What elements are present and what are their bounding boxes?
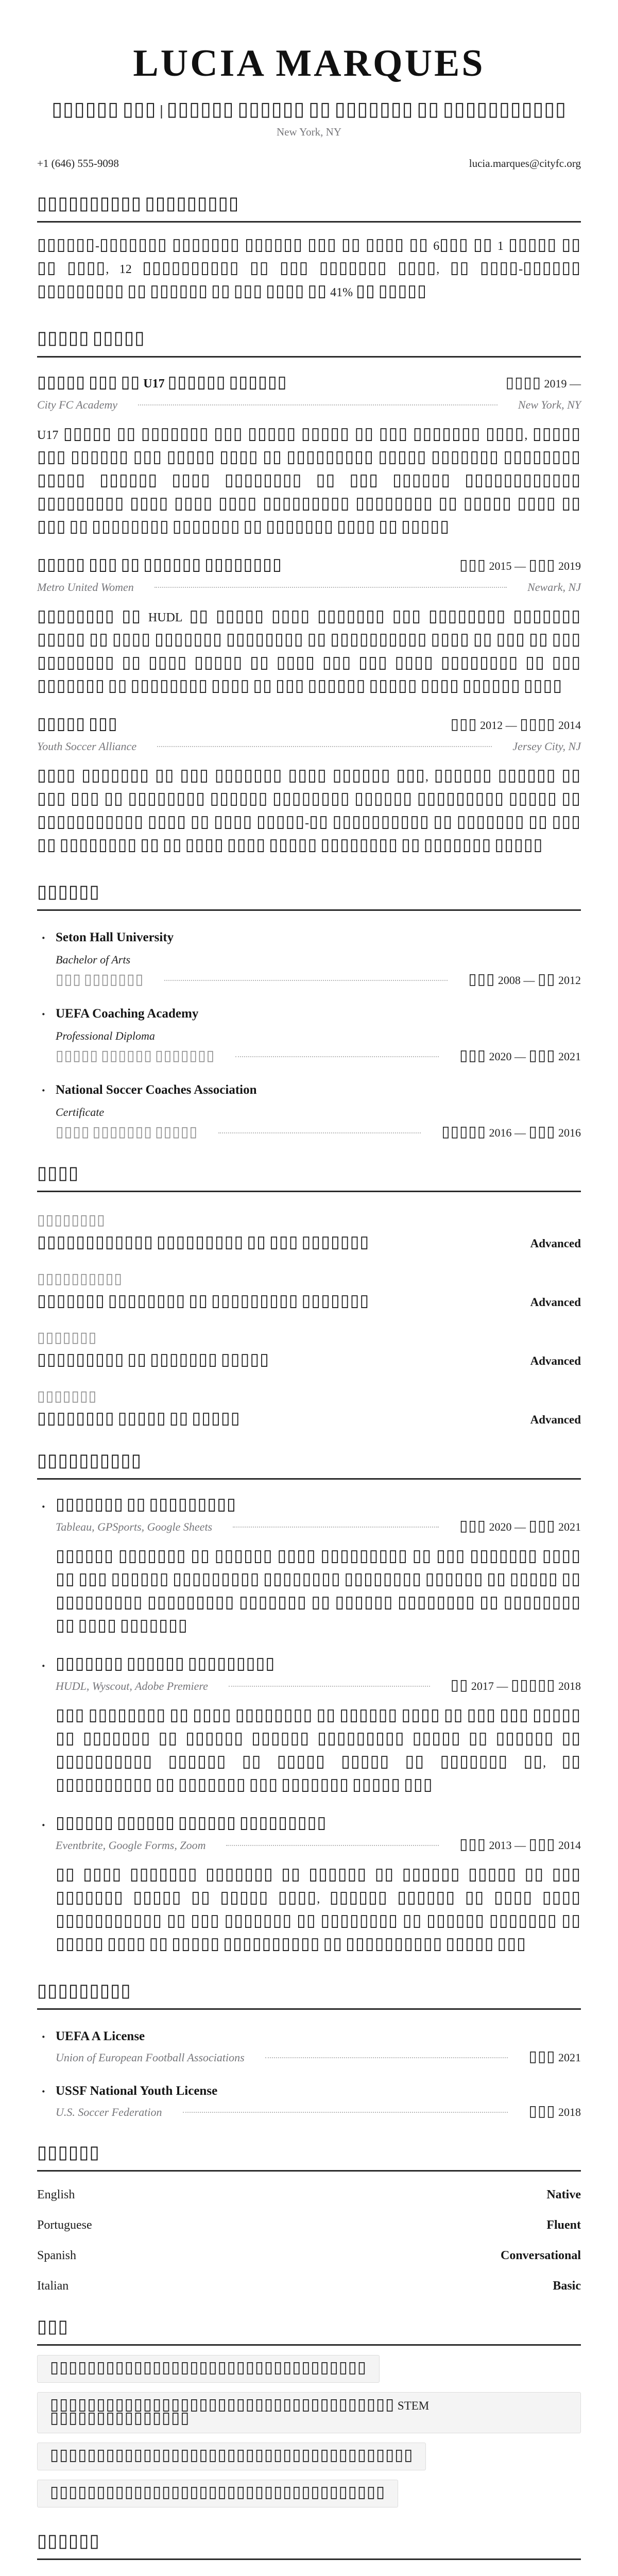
dotted-leader [233,1520,439,1528]
degree-name: Professional Diploma [56,1029,155,1042]
project-meta-row [56,1675,581,1694]
skill-group [37,1211,581,1251]
bullet-icon: · [41,930,46,945]
project-description: ▯▯ ▯▯▯▯ ▯▯▯▯▯▯▯ ▯▯▯▯▯▯▯ ▯▯ ▯▯▯▯▯▯ ▯▯ ▯▯▯▯▯▯ ▯▯▯▯▯ ▯▯ ▯▯▯ ▯▯▯▯▯▯▯ ▯▯▯▯▯ ▯▯ ▯▯▯▯▯ ▯▯▯▯, ▯▯▯▯▯▯ ▯▯▯▯▯▯ ▯▯ ▯▯▯▯ ▯▯▯▯ ▯▯▯▯▯▯▯▯▯▯▯ ▯▯ ▯▯▯ ▯▯▯▯▯▯▯ ▯▯ ▯▯▯▯▯▯▯▯ ▯▯ ▯▯▯▯▯▯ ▯▯▯▯▯▯▯ ▯▯ ▯▯▯▯▯ ▯▯▯▯ ▯▯ ▯▯▯▯▯ ▯▯▯▯▯▯▯▯▯▯ ▯▯ ▯▯▯▯▯▯▯▯▯▯ ▯▯▯▯▯ ▯▯▯ [56,1863,581,1953]
project-description: ▯▯▯ ▯▯▯▯▯▯▯▯ ▯▯ ▯▯▯▯ ▯▯▯▯▯▯▯▯ ▯▯ ▯▯▯▯▯▯ ▯▯▯▯ ▯▯ ▯▯▯ ▯▯▯ ▯▯▯▯▯ ▯▯ ▯▯▯▯▯▯▯ ▯▯ ▯▯▯▯▯▯ ▯▯▯▯▯▯ ▯▯▯▯▯▯▯▯▯ ▯▯▯▯▯ ▯▯ ▯▯▯▯▯▯ ▯▯ ▯▯▯▯▯▯▯▯▯▯ ▯▯▯▯▯▯ ▯▯ ▯▯▯▯▯ ▯▯▯▯▯ ▯▯ ▯▯▯▯▯▯▯ ▯▯, ▯▯ ▯▯▯▯▯▯▯▯▯▯ ▯▯ ▯▯▯▯▯▯▯ ▯▯▯ ▯▯▯▯▯▯▯ ▯▯▯▯▯ ▯▯▯ [56,1704,581,1794]
certification-item [37,2084,581,2119]
skill-row [37,1349,581,1369]
language-level: Conversational [501,2249,581,2263]
job-location: Newark, NJ [527,580,581,594]
skill-category: ▯▯▯▯▯▯▯ [37,1387,97,1404]
skill-row [37,1290,581,1310]
project-item [37,1812,581,1957]
skill-category: ▯▯▯▯▯▯▯ [37,1328,97,1346]
interest-tag: ▯▯▯▯▯▯▯▯▯▯▯▯▯▯▯▯▯▯▯▯▯▯▯▯▯▯▯▯▯▯▯▯▯▯▯▯▯▯▯ [37,2443,426,2470]
project-item [37,1494,581,1639]
education-date: ▯▯▯ 2008 — ▯▯ 2012 [468,970,581,988]
email-address: lucia.marques@cityfc.org [469,157,581,170]
job-date: ▯▯▯▯ 2019 — [505,373,581,392]
dotted-leader [138,398,497,405]
headline: ▯▯▯▯▯▯ ▯▯▯ | ▯▯▯▯▯▯ ▯▯▯▯▯▯ ▯▯ ▯▯▯▯▯▯▯ ▯▯ ▯▯▯▯▯▯▯▯▯▯▯ [52,97,566,120]
school-name: Seton Hall University [56,930,174,944]
skill-category: ▯▯▯▯▯▯▯▯ [37,1211,106,1228]
languages-section-title: ▯▯▯▯▯▯ [37,2145,581,2172]
certification-issuer: Union of European Football Associations [56,2050,245,2064]
dotted-leader [157,740,492,747]
skill-detail: ▯▯▯▯▯▯▯ ▯▯▯▯▯▯▯▯ ▯▯ ▯▯▯▯▯▯▯▯▯ ▯▯▯▯▯▯▯ [37,1290,370,1310]
interest-tag-list [37,2355,581,2507]
job-location: Jersey City, NJ [512,739,581,753]
project-tools: Eventbrite, Google Forms, Zoom [56,1838,206,1852]
field-of-study: ▯▯▯▯▯ ▯▯▯▯▯▯ ▯▯▯▯▯▯▯ [56,1046,215,1064]
school-name: UEFA Coaching Academy [56,1006,199,1021]
bullet-icon: · [41,1817,46,1833]
skill-detail: ▯▯▯▯▯▯▯▯▯▯▯▯ ▯▯▯▯▯▯▯▯▯ ▯▯ ▯▯▯ ▯▯▯▯▯▯▯ [37,1231,370,1251]
project-item [37,1653,581,1798]
section-interests [37,2316,581,2507]
job-description: ▯▯▯▯ ▯▯▯▯▯▯▯ ▯▯ ▯▯▯ ▯▯▯▯▯▯▯ ▯▯▯▯ ▯▯▯▯▯▯ ▯▯▯, ▯▯▯▯▯▯ ▯▯▯▯▯▯ ▯▯ ▯▯▯ ▯▯▯ ▯▯ ▯▯▯▯▯▯▯▯ ▯▯▯▯▯▯ ▯▯▯▯▯▯▯▯ ▯▯▯▯▯▯ ▯▯▯▯▯▯▯▯▯ ▯▯▯▯▯ ▯▯ ▯▯▯▯▯▯▯▯▯▯▯ ▯▯▯▯ ▯▯ ▯▯▯▯ ▯▯▯▯▯-▯▯ ▯▯▯▯▯▯▯▯▯▯ ▯▯ ▯▯▯▯▯▯▯ ▯▯ ▯▯▯ ▯▯ ▯▯▯▯▯▯▯▯ ▯▯ ▯▯ ▯▯▯▯ ▯▯▯▯ ▯▯▯▯▯ ▯▯▯▯▯▯▯▯ ▯▯ ▯▯▯▯▯▯▯ ▯▯▯▯▯ [37,765,581,854]
project-tools: HUDL, Wyscout, Adobe Premiere [56,1679,208,1692]
project-tools: Tableau, GPSports, Google Sheets [56,1520,213,1533]
language-level: Native [546,2188,581,2202]
dotted-leader [265,2051,508,2058]
job-location: New York, NY [518,398,581,411]
job-company-row [37,581,581,594]
skill-level: Advanced [530,1413,581,1426]
education-item [37,1083,581,1140]
job-title-row [37,554,581,574]
certification-issuer: U.S. Soccer Federation [56,2105,162,2119]
job-title-row [37,713,581,733]
certification-item [37,2029,581,2064]
section-certifications [37,1979,581,2120]
bullet-icon: · [41,2029,46,2044]
education-meta-row [56,970,581,988]
job-company-row [37,740,581,753]
job-title: ▯▯▯▯▯ ▯▯▯ ▯▯ ▯▯▯▯▯▯ ▯▯▯▯▯▯▯▯ [37,554,282,574]
project-name: ▯▯▯▯▯▯▯ ▯▯▯▯▯▯ ▯▯▯▯▯▯▯▯▯ [56,1653,276,1673]
language-name: Portuguese [37,2218,92,2232]
section-references [37,2530,581,2576]
skill-group [37,1387,581,1428]
language-row [37,2218,581,2232]
language-name: Spanish [37,2249,77,2263]
bullet-icon: · [41,2083,46,2099]
job-title-row [37,371,581,392]
education-date: ▯▯▯▯▯ 2016 — ▯▯▯ 2016 [441,1122,581,1141]
job-description: ▯▯▯▯▯▯▯▯ ▯▯ HUDL ▯▯ ▯▯▯▯▯ ▯▯▯▯ ▯▯▯▯▯▯▯ ▯▯▯ ▯▯▯▯▯▯▯▯ ▯▯▯▯▯▯▯ ▯▯▯▯▯ ▯▯ ▯▯▯▯ ▯▯▯▯▯▯▯ ▯▯▯▯▯▯▯▯ ▯▯ ▯▯▯▯▯▯▯▯▯▯ ▯▯▯▯ ▯▯ ▯▯▯ ▯▯ ▯▯▯ ▯▯▯▯▯▯▯▯ ▯▯ ▯▯▯▯ ▯▯▯▯▯ ▯▯ ▯▯▯▯ ▯▯▯ ▯▯▯ ▯▯▯▯ ▯▯▯▯▯▯▯▯ ▯▯ ▯▯▯ ▯▯▯▯▯▯▯ ▯▯ ▯▯▯▯▯▯▯▯ ▯▯▯▯ ▯▯ ▯▯▯ ▯▯▯▯▯▯ ▯▯▯▯▯ ▯▯▯▯ ▯▯▯▯▯▯ ▯▯▯▯ [37,605,581,695]
certification-date: ▯▯▯ 2021 [528,2047,581,2065]
education-section-title: ▯▯▯▯▯▯ [37,884,581,911]
interest-tag: ▯▯▯▯▯▯▯▯▯▯▯▯▯▯▯▯▯▯▯▯▯▯▯▯▯▯▯▯▯▯▯▯▯▯▯▯▯ STEM ▯▯▯▯▯▯▯▯▯▯▯▯▯▯▯ [37,2392,581,2433]
language-row [37,2188,581,2202]
skill-detail: ▯▯▯▯▯▯▯▯ ▯▯▯▯▯ ▯▯ ▯▯▯▯▯ [37,1408,241,1428]
language-row [37,2279,581,2293]
skill-group [37,1328,581,1369]
certification-meta-row [56,2102,581,2120]
references-section-title: ▯▯▯▯▯▯ [37,2533,581,2560]
project-name: ▯▯▯▯▯▯▯ ▯▯ ▯▯▯▯▯▯▯▯▯ [56,1494,236,1514]
project-meta-row [56,1835,581,1853]
phone-number: +1 (646) 555-9098 [37,157,119,170]
job-date: ▯▯▯ 2015 — ▯▯▯ 2019 [459,555,581,574]
language-level: Fluent [546,2218,581,2232]
job-entry [37,371,581,540]
skill-group [37,1269,581,1310]
dotted-leader [154,581,507,588]
bullet-icon: · [41,1658,46,1673]
certification-name: UEFA A License [56,2029,145,2043]
job-title: ▯▯▯▯▯ ▯▯▯ [37,713,118,733]
section-languages [37,2141,581,2293]
job-title: ▯▯▯▯▯ ▯▯▯ ▯▯ U17 ▯▯▯▯▯▯ ▯▯▯▯▯▯ [37,371,287,392]
person-name: LUCIA MARQUES [133,42,485,84]
summary-text: ▯▯▯▯▯▯-▯▯▯▯▯▯▯ ▯▯▯▯▯▯▯ ▯▯▯▯▯▯ ▯▯▯ ▯▯ ▯▯▯▯ ▯▯ 6▯▯▯ ▯▯ 1 ▯▯▯▯▯ ▯▯ ▯▯ ▯▯▯▯, 12 ▯▯▯▯▯▯▯▯▯▯ ▯▯ ▯▯▯ ▯▯▯▯▯▯▯ ▯▯▯▯, ▯▯ ▯▯▯▯-▯▯▯▯▯▯ ▯▯▯▯▯▯▯▯▯ ▯▯ ▯▯▯▯▯▯ ▯▯ ▯▯▯ ▯▯▯▯ ▯▯ 41% ▯▯ ▯▯▯▯▯ [37,234,581,301]
project-description: ▯▯▯▯▯▯ ▯▯▯▯▯▯▯ ▯▯ ▯▯▯▯▯▯ ▯▯▯▯ ▯▯▯▯▯▯▯▯▯ ▯▯ ▯▯▯ ▯▯▯▯▯▯▯ ▯▯▯▯ ▯▯ ▯▯▯ ▯▯▯▯▯▯ ▯▯▯▯▯▯▯▯▯ ▯▯▯▯▯▯▯▯ ▯▯▯▯▯▯▯▯ ▯▯▯▯▯▯ ▯▯ ▯▯▯▯▯ ▯▯ ▯▯▯▯▯▯▯▯▯ ▯▯▯▯▯▯▯▯▯ ▯▯▯▯▯▯▯ ▯▯ ▯▯▯▯▯▯ ▯▯▯▯▯▯▯▯ ▯▯ ▯▯▯▯▯▯▯▯ ▯▯ ▯▯▯▯ ▯▯▯▯▯▯▯ [56,1545,581,1635]
skill-category: ▯▯▯▯▯▯▯▯▯▯ [37,1269,123,1287]
skill-level: Advanced [530,1295,581,1309]
project-date: ▯▯▯ 2020 — ▯▯▯ 2021 [459,1516,581,1535]
dotted-leader [235,1050,439,1057]
summary-section-title: ▯▯▯▯▯▯▯▯▯▯ ▯▯▯▯▯▯▯▯▯ [37,196,581,223]
job-entry [37,713,581,858]
project-date: ▯▯▯ 2013 — ▯▯▯ 2014 [459,1835,581,1853]
section-education [37,880,581,1141]
dotted-leader [164,974,448,981]
interest-tag: ▯▯▯▯▯▯▯▯▯▯▯▯▯▯▯▯▯▯▯▯▯▯▯▯▯▯▯▯▯▯▯▯▯▯▯▯ [37,2480,398,2507]
section-experience [37,327,581,858]
education-date: ▯▯▯ 2020 — ▯▯▯ 2021 [459,1046,581,1064]
language-name: Italian [37,2279,69,2293]
interests-section-title: ▯▯▯ [37,2319,581,2346]
certifications-section-title: ▯▯▯▯▯▯▯▯▯ [37,1983,581,2010]
project-date: ▯▯ 2017 — ▯▯▯▯▯ 2018 [450,1675,581,1694]
job-company: City FC Academy [37,398,117,411]
project-meta-row [56,1516,581,1535]
certification-meta-row [56,2047,581,2065]
language-name: English [37,2188,75,2202]
degree-name: Bachelor of Arts [56,953,131,966]
experience-section-title: ▯▯▯▯▯ ▯▯▯▯▯ [37,330,581,357]
school-name: National Soccer Coaches Association [56,1082,257,1097]
skill-row [37,1408,581,1428]
dotted-leader [183,2106,508,2113]
education-item [37,1007,581,1063]
degree-name: Certificate [56,1105,105,1118]
bullet-icon: · [41,1082,46,1098]
dotted-leader [226,1839,439,1846]
dotted-leader [218,1126,421,1133]
bullet-icon: · [41,1006,46,1022]
interest-tag: ▯▯▯▯▯▯▯▯▯▯▯▯▯▯▯▯▯▯▯▯▯▯▯▯▯▯▯▯▯▯▯▯▯▯ [37,2355,380,2383]
education-meta-row [56,1122,581,1141]
education-meta-row [56,1046,581,1064]
header-location: New York, NY [276,126,341,139]
bullet-icon: · [41,1499,46,1514]
contact-row [37,157,581,170]
job-date: ▯▯▯ 2012 — ▯▯▯▯ 2014 [450,715,581,733]
project-name: ▯▯▯▯▯▯ ▯▯▯▯▯▯ ▯▯▯▯▯▯ ▯▯▯▯▯▯▯▯▯ [56,1812,327,1832]
resume-header [37,44,581,170]
education-item [37,930,581,987]
job-company: Youth Soccer Alliance [37,739,137,753]
certification-date: ▯▯▯ 2018 [528,2102,581,2120]
skill-row [37,1231,581,1251]
job-entry [37,554,581,699]
skills-section-title: ▯▯▯▯ [37,1165,581,1192]
field-of-study: ▯▯▯▯ ▯▯▯▯▯▯▯ ▯▯▯▯▯ [56,1123,198,1140]
projects-section-title: ▯▯▯▯▯▯▯▯▯▯ [37,1453,581,1480]
language-row [37,2249,581,2263]
skill-detail: ▯▯▯▯▯▯▯▯▯ ▯▯ ▯▯▯▯▯▯▯ ▯▯▯▯▯ [37,1349,269,1369]
section-skills [37,1162,581,1428]
skill-level: Advanced [530,1354,581,1367]
section-projects [37,1449,581,1957]
section-summary [37,193,581,304]
dotted-leader [229,1680,430,1687]
job-description: U17 ▯▯▯▯▯ ▯▯ ▯▯▯▯▯▯▯ ▯▯▯ ▯▯▯▯▯ ▯▯▯▯▯ ▯▯ ▯▯▯ ▯▯▯▯▯▯▯ ▯▯▯▯, ▯▯▯▯▯ ▯▯▯ ▯▯▯▯▯▯ ▯▯▯ ▯▯▯▯▯ ▯▯▯▯ ▯▯ ▯▯▯▯▯▯▯▯▯ ▯▯▯▯▯ ▯▯▯▯▯▯▯ ▯▯▯▯▯▯▯▯ ▯▯▯▯▯ ▯▯▯▯▯▯ ▯▯▯▯ ▯▯▯▯▯▯▯▯ ▯▯ ▯▯▯ ▯▯▯▯▯▯ ▯▯▯▯▯▯▯▯▯▯▯▯ ▯▯▯▯▯▯▯▯▯ ▯▯▯▯ ▯▯▯▯ ▯▯▯▯ ▯▯▯▯▯▯▯▯▯ ▯▯▯▯▯▯▯▯ ▯▯ ▯▯▯▯▯ ▯▯▯▯ ▯▯ ▯▯▯ ▯▯ ▯▯▯▯▯▯▯▯ ▯▯▯▯▯▯▯ ▯▯ ▯▯▯▯▯▯▯ ▯▯▯▯ ▯▯ ▯▯▯▯▯ [37,423,581,536]
skill-level: Advanced [530,1236,581,1250]
job-company-row [37,398,581,412]
field-of-study: ▯▯▯ ▯▯▯▯▯▯▯ [56,970,144,988]
language-level: Basic [553,2279,581,2293]
job-company: Metro United Women [37,580,134,594]
certification-name: USSF National Youth License [56,2083,218,2098]
